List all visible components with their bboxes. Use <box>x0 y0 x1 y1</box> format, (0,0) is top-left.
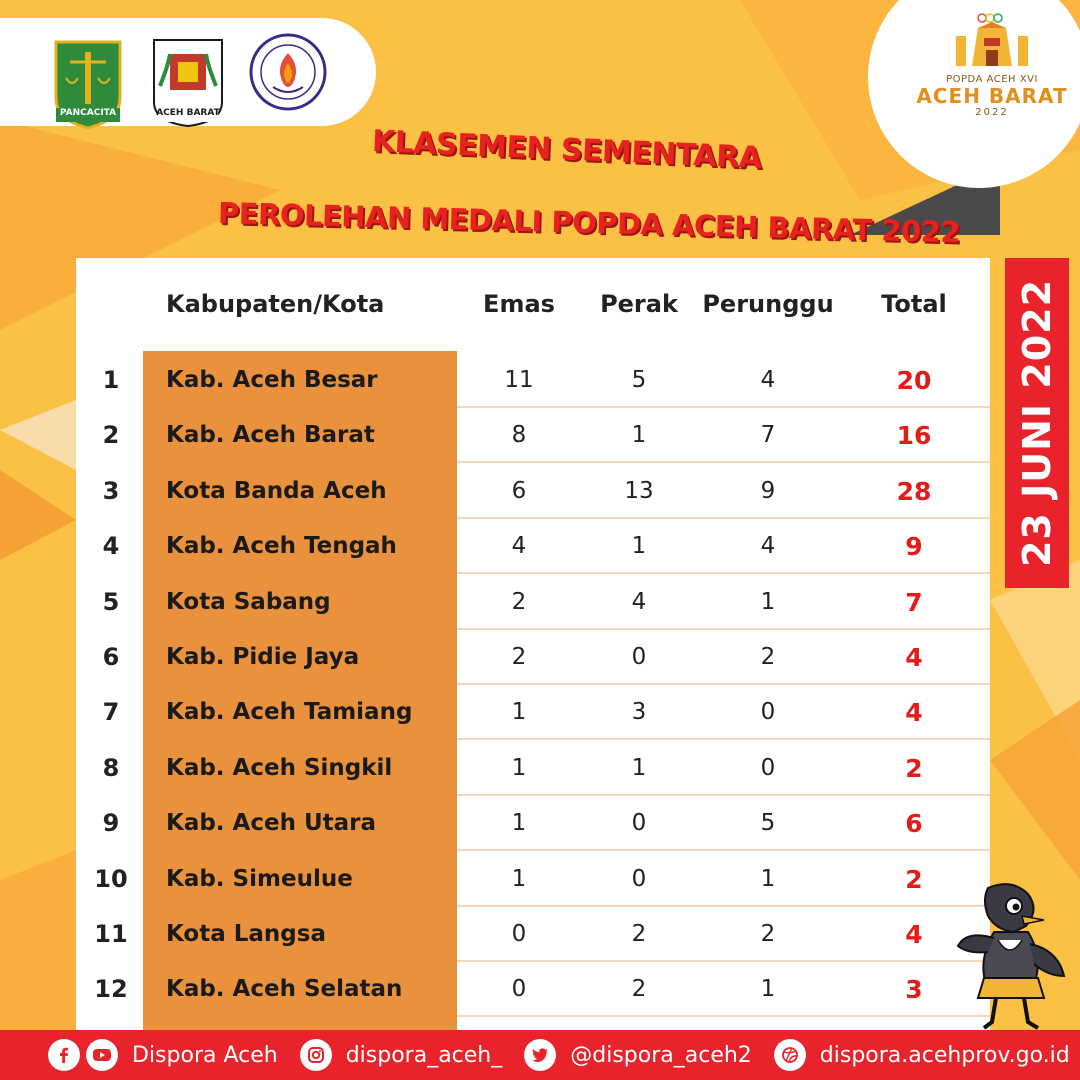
row-divider <box>457 1015 990 1017</box>
row-region-name: Kota Banda Aceh <box>166 477 387 504</box>
row-bronze: 0 <box>760 754 776 781</box>
table-row <box>76 353 990 408</box>
row-total: 20 <box>896 366 932 395</box>
row-gold: 1 <box>511 865 527 892</box>
row-rank: 9 <box>102 809 120 838</box>
aceh-barat-label: ACEH BARAT <box>156 108 220 118</box>
row-gold: 0 <box>511 976 527 1003</box>
row-bronze: 1 <box>760 976 776 1003</box>
row-bronze: 4 <box>760 533 776 560</box>
row-total: 2 <box>905 753 923 783</box>
row-total: 6 <box>905 809 923 839</box>
event-name: ACEH BARAT <box>916 84 1068 108</box>
row-gold: 2 <box>511 588 527 615</box>
row-bronze: 1 <box>760 588 776 615</box>
row-region-name: Kab. Pidie Jaya <box>166 644 360 670</box>
row-total: 7 <box>905 587 923 617</box>
row-rank: 2 <box>102 421 120 450</box>
pancacita-logo <box>48 26 128 118</box>
row-gold: 1 <box>511 754 527 781</box>
row-silver: 13 <box>624 477 654 504</box>
row-total: 4 <box>905 643 923 672</box>
logo-card <box>0 18 376 126</box>
olympic-monument-icon <box>912 8 1072 70</box>
row-bronze: 9 <box>760 477 776 504</box>
aceh-barat-logo <box>148 26 228 118</box>
header-total: Total <box>881 290 947 318</box>
footer-facebook-youtube-label[interactable]: Dispora Aceh <box>132 1042 278 1068</box>
row-silver: 2 <box>631 921 647 947</box>
table-row <box>76 907 990 962</box>
mascot-bird-icon <box>948 880 1072 1030</box>
title-line-1: KLASEMEN SEMENTARA <box>371 124 763 176</box>
date-ribbon <box>1005 258 1069 588</box>
row-total: 3 <box>905 975 923 1005</box>
row-rank: 5 <box>102 587 120 616</box>
dispora-logo <box>248 26 328 118</box>
table-row <box>76 796 990 851</box>
table-row <box>76 519 990 574</box>
row-region-name: Kab. Aceh Selatan <box>166 976 403 1003</box>
row-total: 2 <box>905 864 923 894</box>
table-row <box>76 408 990 463</box>
row-gold: 2 <box>511 644 527 670</box>
row-silver: 1 <box>631 754 647 781</box>
row-total: 16 <box>896 421 932 451</box>
row-silver: 3 <box>631 699 647 726</box>
row-rank: 11 <box>94 920 128 948</box>
row-rank: 3 <box>102 476 120 505</box>
dispora-emblem-icon <box>249 33 327 111</box>
dribbble-icon[interactable] <box>774 1039 806 1071</box>
row-rank: 1 <box>102 366 120 394</box>
youtube-icon[interactable] <box>86 1039 118 1071</box>
row-region-name: Kab. Aceh Besar <box>166 367 378 393</box>
row-gold: 4 <box>511 533 527 560</box>
row-bronze: 0 <box>760 699 776 726</box>
row-bronze: 1 <box>760 865 776 892</box>
row-silver: 0 <box>631 644 647 670</box>
twitter-icon[interactable] <box>524 1039 556 1071</box>
row-region-name: Kab. Simeulue <box>166 865 353 892</box>
footer-website-label[interactable]: dispora.acehprov.go.id <box>819 1042 1070 1068</box>
facebook-icon[interactable] <box>48 1039 80 1071</box>
table-row <box>76 575 990 630</box>
row-total: 4 <box>905 698 923 728</box>
row-silver: 1 <box>631 533 647 560</box>
row-silver: 0 <box>631 865 647 892</box>
row-region-name: Kab. Aceh Singkil <box>166 754 393 781</box>
date-label: 23 JUNI 2022 <box>1015 278 1059 568</box>
row-region-name: Kab. Aceh Utara <box>166 810 377 837</box>
row-total: 9 <box>905 532 923 562</box>
row-bronze: 4 <box>760 367 776 393</box>
title-line-2: PEROLEHAN MEDALI POPDA ACEH BARAT 2022 <box>217 196 961 250</box>
table-row <box>76 630 990 685</box>
table-row <box>76 962 990 1017</box>
table-row <box>76 685 990 740</box>
row-rank: 12 <box>94 975 128 1004</box>
row-rank: 7 <box>102 698 120 727</box>
header-region: Kabupaten/Kota <box>166 290 385 318</box>
table-row <box>76 852 990 907</box>
row-region-name: Kab. Aceh Barat <box>166 422 375 449</box>
table-row <box>76 464 990 519</box>
row-silver: 0 <box>631 810 647 837</box>
row-total: 28 <box>896 476 932 506</box>
event-year: 2022 <box>975 107 1009 118</box>
row-bronze: 7 <box>760 422 776 449</box>
header-gold: Emas <box>483 290 555 318</box>
row-rank: 10 <box>94 864 128 893</box>
footer-bar <box>0 1030 1080 1080</box>
row-region-name: Kab. Aceh Tamiang <box>166 699 413 726</box>
row-gold: 1 <box>511 699 527 726</box>
footer-instagram-label[interactable]: dispora_aceh_ <box>345 1042 503 1068</box>
row-rank: 4 <box>102 532 120 561</box>
row-region-name: Kota Langsa <box>166 921 326 947</box>
row-silver: 5 <box>631 367 647 393</box>
row-rank: 6 <box>102 643 120 671</box>
row-region-name: Kab. Aceh Tengah <box>166 533 397 560</box>
pancacita-label: PANCACITA <box>59 108 117 118</box>
row-silver: 4 <box>631 588 647 615</box>
row-gold: 11 <box>504 367 534 393</box>
row-gold: 0 <box>511 921 527 947</box>
footer-twitter-label[interactable]: @dispora_aceh2 <box>570 1042 752 1068</box>
row-bronze: 5 <box>760 810 776 837</box>
row-silver: 2 <box>631 976 647 1003</box>
row-total: 4 <box>905 920 923 949</box>
row-rank: 8 <box>102 753 120 782</box>
header-bronze: Perunggu <box>702 290 834 318</box>
event-subtitle: POPDA ACEH XVI <box>946 74 1038 85</box>
header-silver: Perak <box>600 290 678 318</box>
event-logo <box>912 8 1072 118</box>
table-row <box>76 741 990 796</box>
row-region-name: Kota Sabang <box>166 588 331 615</box>
row-silver: 1 <box>631 422 647 449</box>
instagram-icon[interactable] <box>300 1039 332 1071</box>
row-gold: 6 <box>511 477 527 504</box>
row-bronze: 2 <box>760 921 776 947</box>
row-bronze: 2 <box>760 644 776 670</box>
row-gold: 1 <box>511 810 527 837</box>
row-gold: 8 <box>511 422 527 449</box>
